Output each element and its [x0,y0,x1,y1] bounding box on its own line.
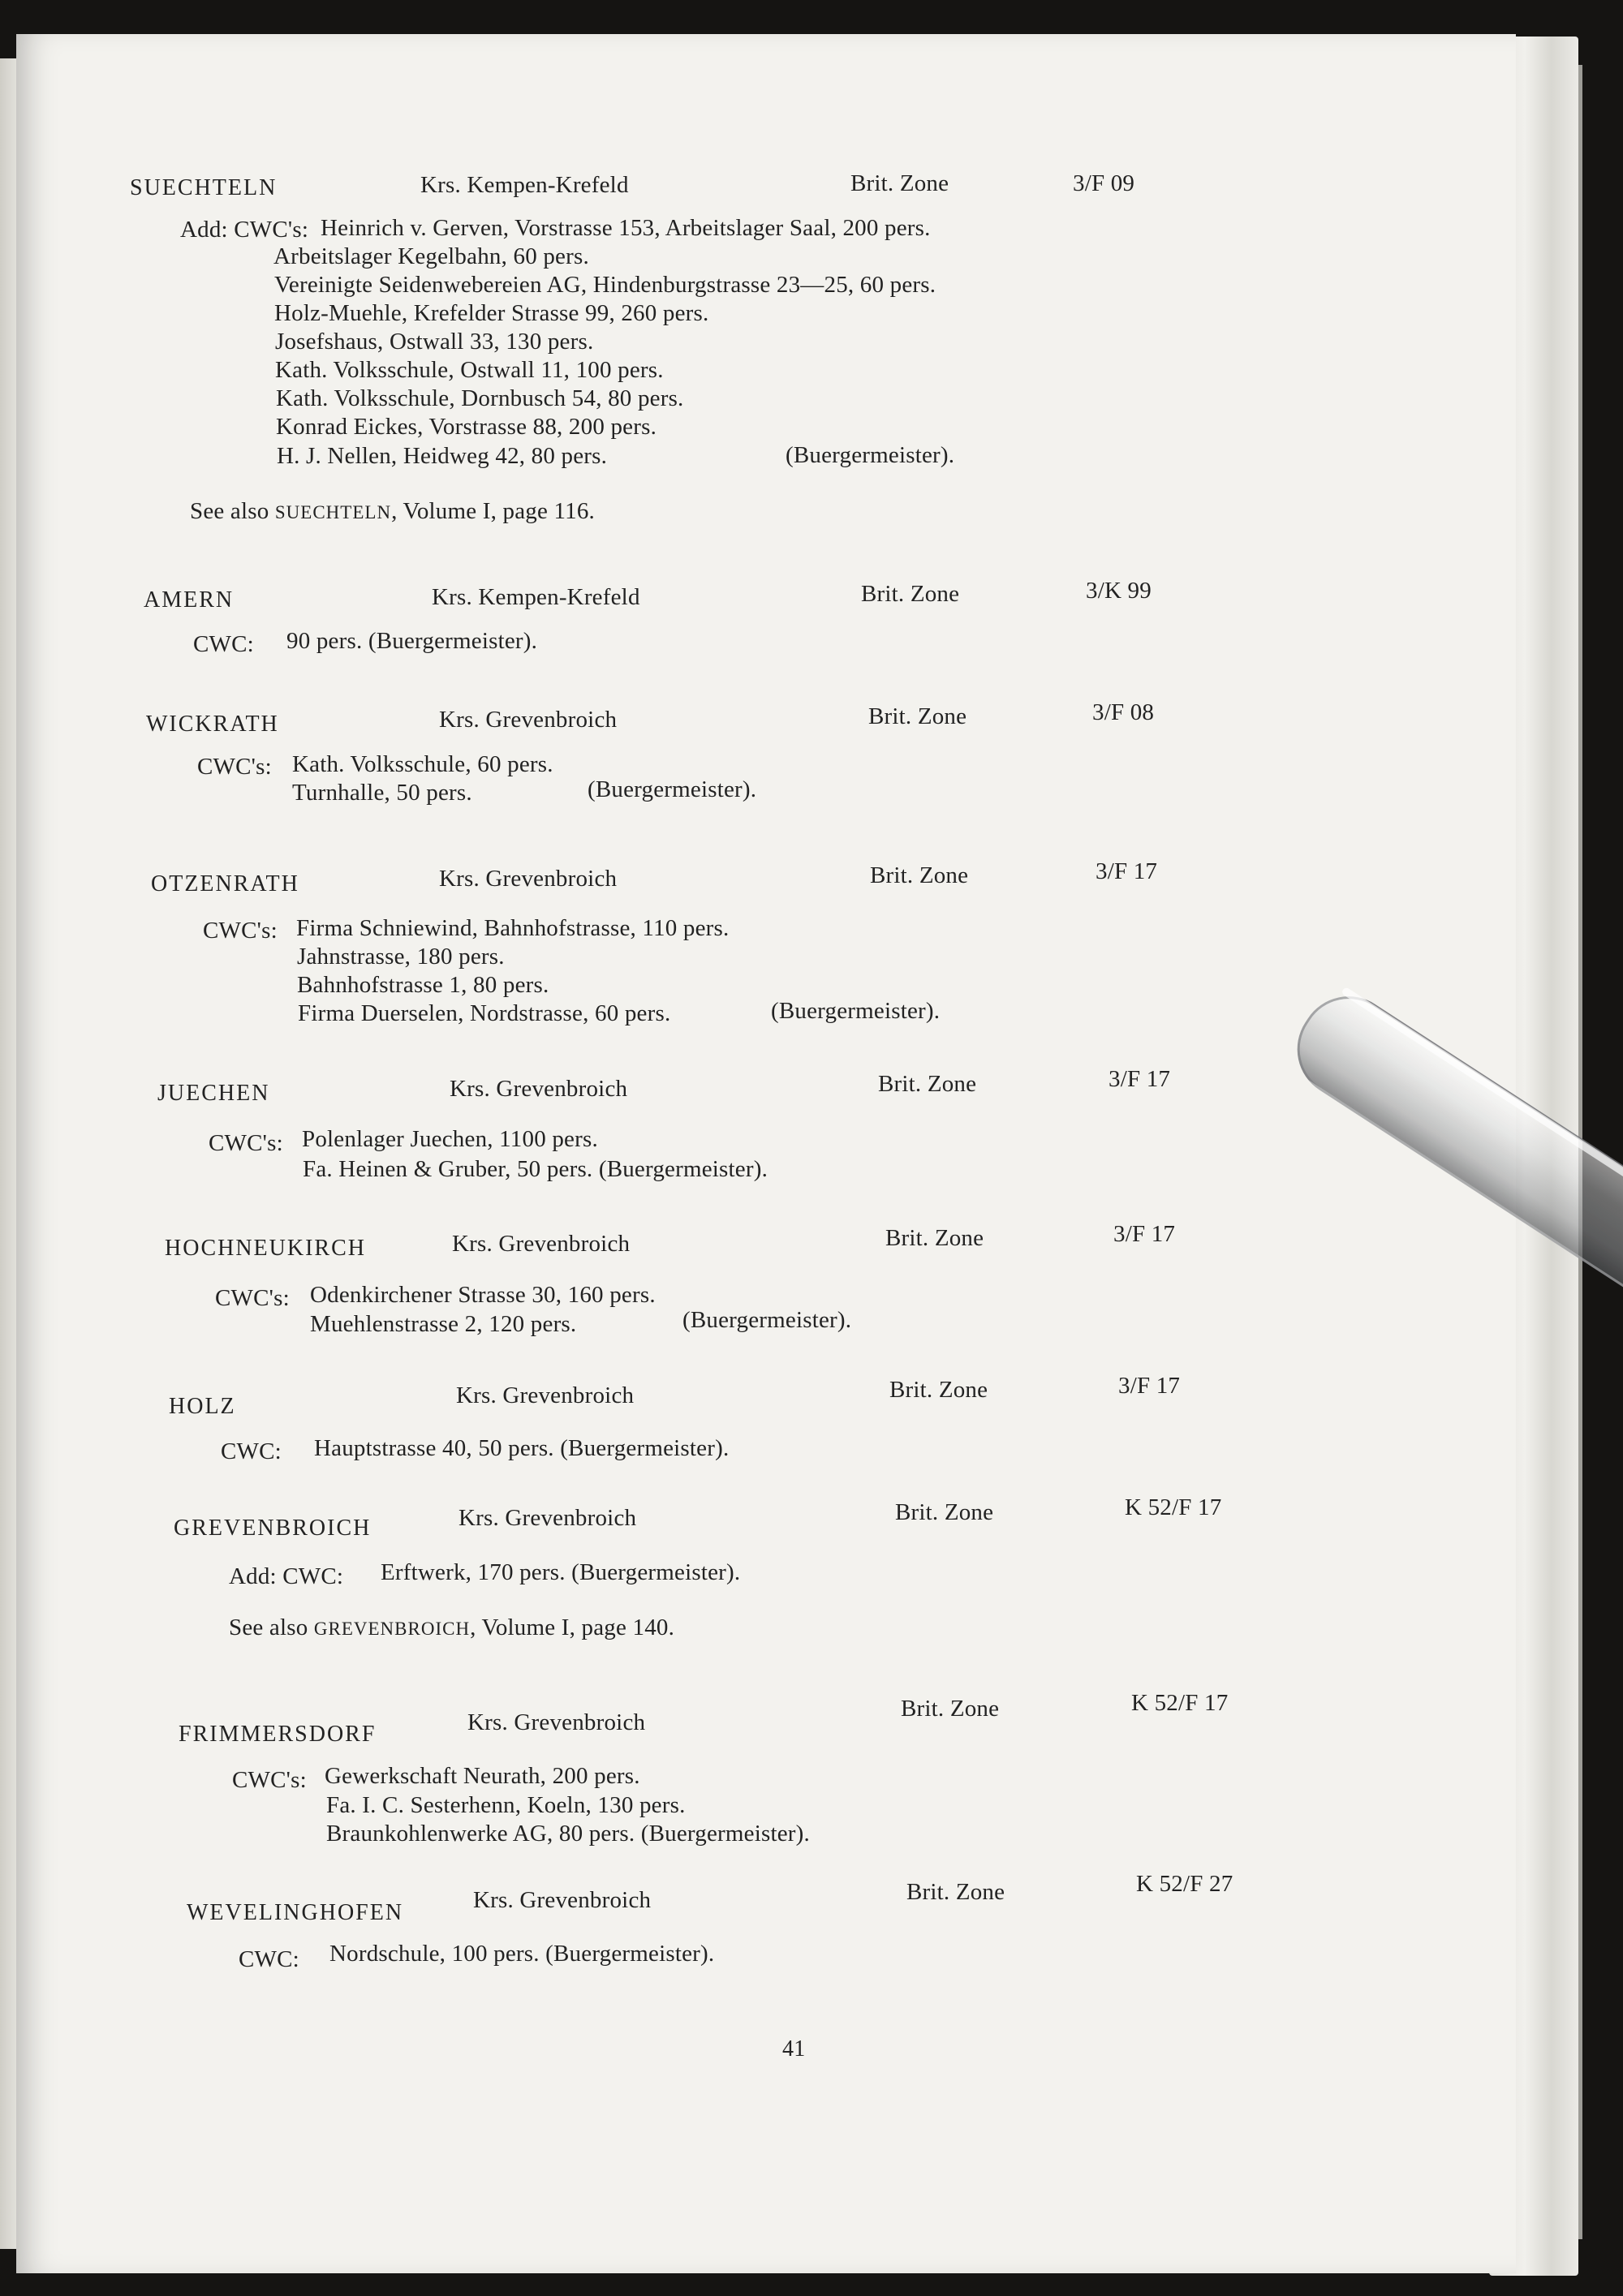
entry-line: Muehlenstrasse 2, 120 pers. [310,1311,577,1337]
district: Krs. Grevenbroich [458,1505,637,1531]
entry-line: Kath. Volksschule, 60 pers. [292,751,553,777]
map-code: 3/F 09 [1073,170,1135,196]
entry-line: Firma Duerselen, Nordstrasse, 60 pers. [298,1000,671,1026]
entry-line: 90 pers. (Buergermeister). [286,628,538,654]
district: Krs. Grevenbroich [473,1887,652,1913]
town-name: SUECHTELN [130,175,278,200]
entry-line: Odenkirchener Strasse 30, 160 pers. [310,1282,656,1308]
map-code: 3/F 17 [1096,858,1158,884]
entry-line: H. J. Nellen, Heidweg 42, 80 pers. [277,443,608,469]
zone: Brit. Zone [901,1696,1000,1722]
entry-line: Gewerkschaft Neurath, 200 pers. [325,1763,640,1789]
town-name: GREVENBROICH [174,1516,372,1541]
entry-line: Erftwerk, 170 pers. (Buergermeister). [381,1559,741,1585]
entry-line: Fa. Heinen & Gruber, 50 pers. (Buergermeister). [303,1156,768,1182]
zone: Brit. Zone [868,703,967,729]
entry-label: CWC's: [197,754,272,780]
town-name: JUECHEN [157,1081,270,1106]
entry-line: Fa. I. C. Sesterhenn, Koeln, 130 pers. [326,1792,686,1818]
town-name: HOLZ [169,1394,236,1419]
map-code: 3/F 17 [1109,1066,1171,1092]
district: Krs. Grevenbroich [467,1709,646,1735]
zone: Brit. Zone [906,1879,1005,1905]
district: Krs. Grevenbroich [456,1382,635,1408]
district: Krs. Grevenbroich [452,1231,631,1257]
entry-label: CWC: [239,1946,299,1972]
entry-line: Polenlager Juechen, 1100 pers. [302,1126,598,1152]
map-code: K 52/F 27 [1136,1871,1233,1897]
district: Krs. Kempen-Krefeld [420,172,629,198]
map-code: 3/F 17 [1118,1373,1181,1399]
map-code: K 52/F 17 [1125,1494,1222,1520]
district: Krs. Kempen-Krefeld [432,584,640,610]
entry-label: Add: CWC's: [180,217,309,243]
see-also-town: GREVENBROICH [313,1619,471,1639]
district: Krs. Grevenbroich [450,1076,628,1102]
entry-line: Arbeitslager Kegelbahn, 60 pers. [273,243,589,269]
entry-line: Bahnhofstrasse 1, 80 pers. [297,972,549,998]
see-also: See also SUECHTELN, Volume I, page 116. [190,498,596,524]
entry-line: Turnhalle, 50 pers. [292,780,472,806]
zone: Brit. Zone [850,170,949,196]
zone: Brit. Zone [889,1377,988,1403]
source-note: (Buergermeister). [682,1307,852,1333]
entry-line: Kath. Volksschule, Dornbusch 54, 80 pers. [276,385,684,411]
entry-line: Holz-Muehle, Krefelder Strasse 99, 260 pers. [274,300,709,326]
district: Krs. Grevenbroich [439,707,618,733]
source-note: (Buergermeister). [588,776,757,802]
entry-line: Josefshaus, Ostwall 33, 130 pers. [275,329,594,355]
entry-line: Heinrich v. Gerven, Vorstrasse 153, Arbeitslager Saal, 200 pers. [321,215,931,241]
map-code: 3/F 08 [1092,699,1155,725]
entry-label: Add: CWC: [229,1563,344,1589]
town-name: AMERN [144,587,235,613]
entry-label: CWC's: [203,918,278,944]
entry-line: Konrad Eickes, Vorstrasse 88, 200 pers. [276,414,657,440]
zone: Brit. Zone [861,581,960,607]
zone: Brit. Zone [885,1225,984,1251]
district: Krs. Grevenbroich [439,866,618,892]
source-note: (Buergermeister). [786,442,955,468]
entry-line: Firma Schniewind, Bahnhofstrasse, 110 pers. [296,915,730,941]
town-name: OTZENRATH [151,871,299,896]
entry-label: CWC: [221,1438,282,1464]
entry-label: CWC's: [209,1130,283,1156]
see-also-town: SUECHTELN [274,502,392,522]
entry-line: Braunkohlenwerke AG, 80 pers. (Buergermeister). [326,1821,810,1847]
entry-line: Nordschule, 100 pers. (Buergermeister). [329,1941,715,1967]
zone: Brit. Zone [895,1499,994,1525]
entry-line: Kath. Volksschule, Ostwall 11, 100 pers. [275,357,664,383]
town-name: WICKRATH [146,712,279,737]
entry-label: CWC: [193,631,254,657]
town-name: HOCHNEUKIRCH [165,1236,366,1261]
town-name: FRIMMERSDORF [179,1722,377,1747]
entry-line: Vereinigte Seidenwebereien AG, Hindenburgstrasse 23—25, 60 pers. [274,272,936,298]
town-name: WEVELINGHOFEN [187,1900,404,1925]
zone: Brit. Zone [878,1071,977,1097]
book-page [16,34,1516,2273]
entry-label: CWC's: [232,1767,307,1793]
see-also: See also GREVENBROICH, Volume I, page 140. [229,1615,675,1640]
page-number: 41 [782,2036,806,2062]
source-note: (Buergermeister). [771,998,941,1024]
entry-line: Jahnstrasse, 180 pers. [297,944,505,970]
map-code: K 52/F 17 [1131,1690,1229,1716]
map-code: 3/F 17 [1113,1221,1176,1247]
zone: Brit. Zone [870,862,969,888]
map-code: 3/K 99 [1086,578,1152,604]
entry-line: Hauptstrasse 40, 50 pers. (Buergermeister). [314,1435,730,1461]
entry-label: CWC's: [215,1285,290,1311]
